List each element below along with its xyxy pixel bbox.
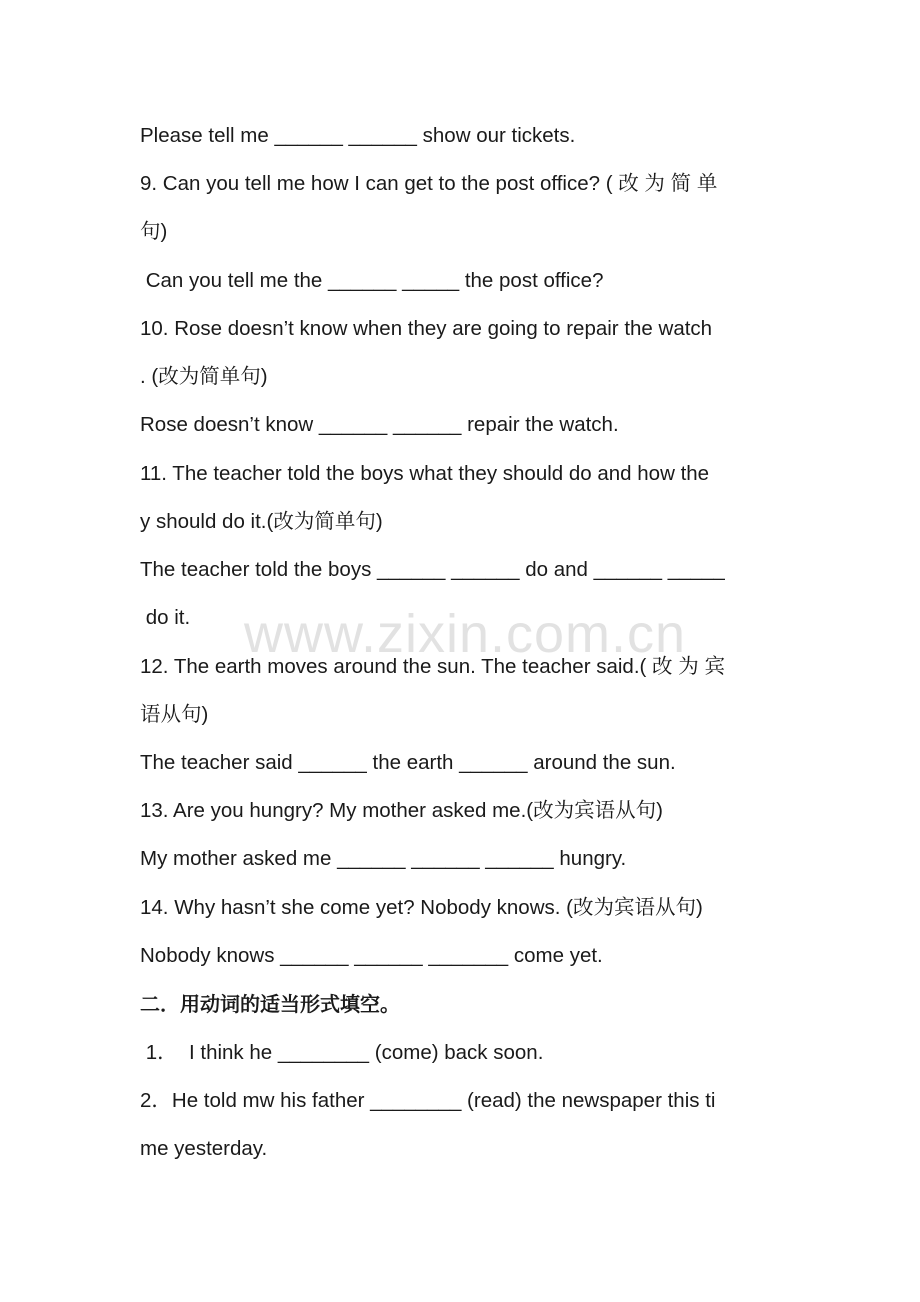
answer-11: The teacher told the boys ______ ______ do and ______ _____ <box>140 558 725 581</box>
question-12-continued: 语从句) <box>140 703 209 726</box>
question-12: 12. The earth moves around the sun. The teacher said.( 改 为 宾 <box>140 655 725 678</box>
answer-12: The teacher said ______ the earth ______ around the sun. <box>140 751 676 774</box>
answer-9: Can you tell me the ______ _____ the post office? <box>140 269 604 292</box>
text-line-please-tell-me: Please tell me ______ ______ show our tickets. <box>140 124 576 147</box>
watermark: www.zixin.com.cn <box>243 604 687 664</box>
verb-question-2: 2．He told mw his father ________ (read) the newspaper this ti <box>140 1089 716 1112</box>
section-heading: 二．用动词的适当形式填空。 <box>140 992 400 1016</box>
answer-10: Rose doesn’t know ______ ______ repair the watch. <box>140 413 619 436</box>
question-11: 11. The teacher told the boys what they should do and how the <box>140 462 710 485</box>
question-14: 14. Why hasn’t she come yet? Nobody knows. (改为宾语从句) <box>140 896 703 919</box>
question-11-continued: y should do it.(改为简单句) <box>140 510 383 533</box>
question-9-continued: 句) <box>140 220 168 243</box>
question-13: 13. Are you hungry? My mother asked me.(改为宾语从句) <box>140 799 663 822</box>
answer-14: Nobody knows ______ ______ _______ come yet. <box>140 944 603 967</box>
answer-11-continued: do it. <box>140 606 191 629</box>
question-10-continued: . (改为简单句) <box>140 365 268 388</box>
question-9: 9. Can you tell me how I can get to the post office? ( 改 为 简 单 <box>140 172 718 195</box>
verb-question-1: 1． I think he ________ (come) back soon. <box>140 1041 544 1064</box>
question-10: 10. Rose doesn’t know when they are going to repair the watch <box>140 317 713 340</box>
answer-13: My mother asked me ______ ______ ______ hungry. <box>140 847 627 870</box>
verb-question-2-continued: me yesterday. <box>140 1137 268 1160</box>
